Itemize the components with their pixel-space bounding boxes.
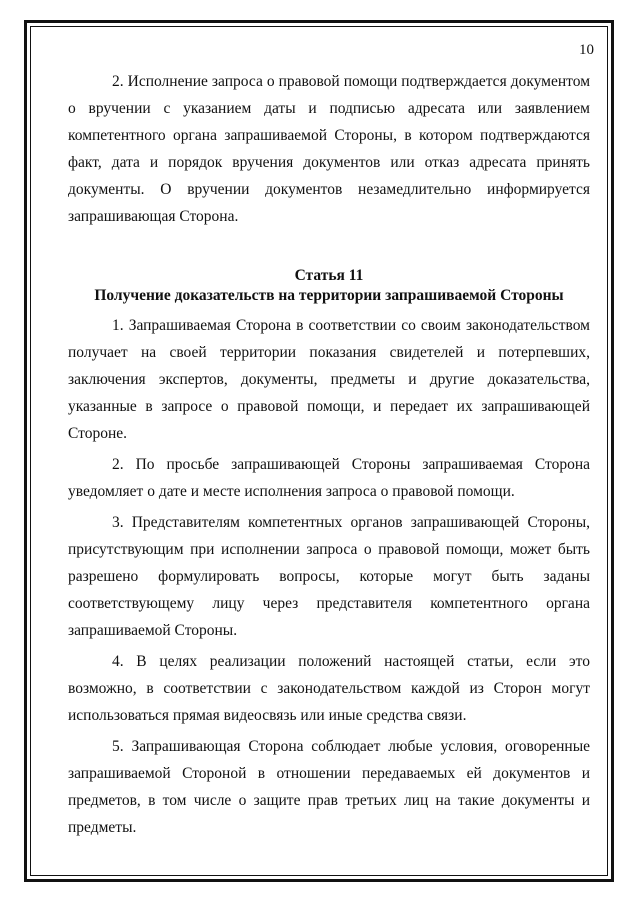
article-paragraph-4: 4. В целях реализации положений настоящей статьи, если это возможно, в соответствии с законодательством каждой из Сторон могут использоваться прямая видеосвязь или иные средства связи. <box>68 653 590 724</box>
article-heading: Статья 11 <box>294 267 364 284</box>
article-paragraph-2: 2. По просьбе запрашивающей Стороны запрашиваемая Сторона уведомляет о дате и месте исполнения запроса о правовой помощи. <box>68 456 590 500</box>
article-title: Получение доказательств на территории запрашиваемой Стороны <box>94 287 564 304</box>
article-paragraph-1: 1. Запрашиваемая Сторона в соответствии со своим законодательством получает на своей территории показания свидетелей и потерпевших, заключения экспертов, документы, предметы и другие доказательства, указанные в запросе о правовой помощи, и передает их запрашивающей Стороне. <box>68 317 590 442</box>
article-paragraph-3: 3. Представителям компетентных органов запрашивающей Стороны, присутствующим при исполнении запроса о правовой помощи, может быть разрешено формулировать вопросы, которые могут быть заданы соответствующему лицу через представителя компетентного органа запрашиваемой Стороны. <box>68 514 590 639</box>
paragraph-prev-2: 2. Исполнение запроса о правовой помощи подтверждается документом о вручении с указанием даты и подписью адресата или заявлением компетентного органа запрашиваемой Стороны, в котором подтверждаются факт, дата и порядок вручения документов или отказ адресата принять документы. О вручении документов незамедлительно информируется запрашивающая Сторона. <box>68 73 590 225</box>
article-paragraph-5: 5. Запрашивающая Сторона соблюдает любые условия, оговоренные запрашиваемой Стороной в отношении передаваемых ей документов и предметов, в том числе о защите прав третьих лиц на такие документы и предметы. <box>68 738 590 836</box>
document-body <box>68 68 590 841</box>
page-number: 10 <box>579 42 594 58</box>
